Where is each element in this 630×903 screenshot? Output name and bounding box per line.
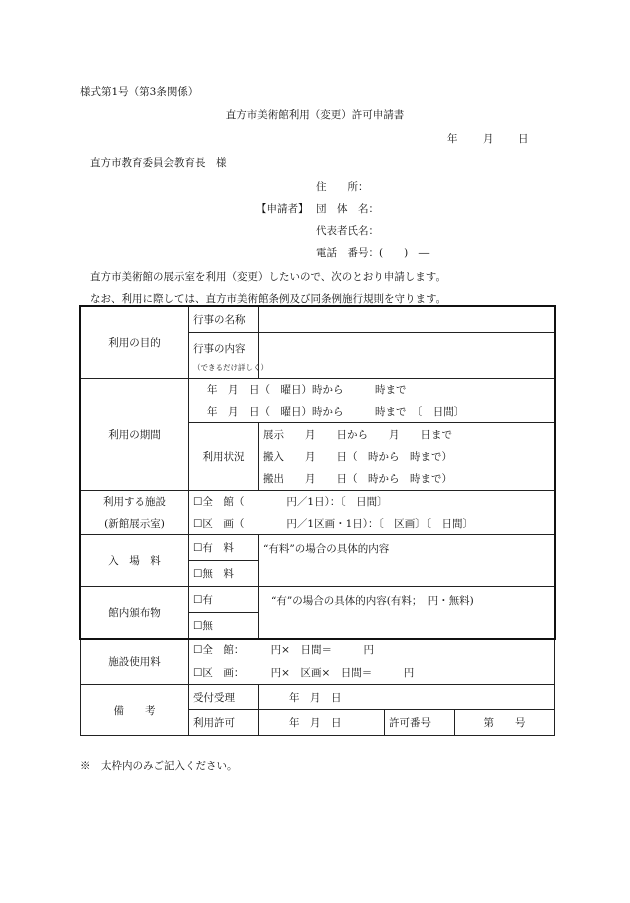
distribution-yes-checkbox[interactable]: ☐有 xyxy=(189,587,259,613)
reception-label: 受付受理 xyxy=(189,685,259,710)
carry-out-line[interactable]: 搬出 月 日（ 時から 時まで） xyxy=(259,468,555,491)
page-title: 直方市美術館利用（変更）許可申請書 xyxy=(225,109,405,121)
status-label: 利用状況 xyxy=(189,423,259,491)
event-content-label: 行事の内容 xyxy=(193,342,246,355)
applicant-bracket-label: 【申請者】 xyxy=(256,203,309,215)
reception-date[interactable]: 年 月 日 xyxy=(259,685,555,710)
form-number: 様式第1号（第3条関係） xyxy=(80,86,199,98)
admission-label: 入 場 料 xyxy=(81,535,189,587)
fee-section-line[interactable]: ☐区 画： 円× 区画× 日間＝ 円 xyxy=(189,661,555,685)
period-line-1[interactable]: 年 月 日（ 曜日）時から 時まで xyxy=(189,379,555,401)
remarks-label: 備 考 xyxy=(81,685,189,736)
distribution-no-checkbox[interactable]: ☐無 xyxy=(189,613,259,639)
date-month: 月 xyxy=(483,133,494,145)
facility-label-2: (新館展示室) xyxy=(81,513,189,535)
facility-section-option[interactable]: ☐区 画（ 円／1区画・1日）：〔 区画〕〔 日間〕 xyxy=(189,513,555,535)
phone-label: 電話 番号：( ) ― xyxy=(316,247,430,259)
date-day: 日 xyxy=(518,133,529,145)
addressee: 直方市教育委員会教育長 様 xyxy=(90,157,227,169)
event-name-field[interactable] xyxy=(259,307,555,333)
permit-number-label: 許可番号 xyxy=(385,710,455,736)
facility-full-option[interactable]: ☐全 館（ 円／1日）：〔 日間〕 xyxy=(189,491,555,513)
event-name-label: 行事の名称 xyxy=(189,307,259,333)
representative-label: 代表者氏名： xyxy=(316,225,379,237)
admission-paid-checkbox[interactable]: ☐有 料 xyxy=(189,535,259,561)
fee-label: 施設使用料 xyxy=(81,639,189,685)
permission-date[interactable]: 年 月 日 xyxy=(259,710,385,736)
exhibit-line[interactable]: 展示 月 日から 月 日まで xyxy=(259,423,555,446)
purpose-label: 利用の目的 xyxy=(81,307,189,379)
event-content-note: （できるだけ詳しく） xyxy=(193,363,268,373)
facility-label-1: 利用する施設 xyxy=(81,491,189,513)
footnote: ※ 太枠内のみご記入ください。 xyxy=(80,760,238,772)
intro-line-2: なお、利用に際しては、直方市美術館条例及び同条例施行規則を守ります。 xyxy=(90,293,447,305)
address-label: 住 所： xyxy=(316,181,369,193)
application-form-table xyxy=(80,306,555,736)
event-content-label-cell xyxy=(189,333,268,379)
event-content-field[interactable] xyxy=(259,333,555,379)
distribution-label: 館内頒布物 xyxy=(81,587,189,639)
date-year: 年 xyxy=(447,133,458,145)
admission-detail[interactable]: “有料”の場合の具体的内容 xyxy=(259,535,555,587)
admission-free-checkbox[interactable]: ☐無 料 xyxy=(189,561,259,587)
intro-line-1: 直方市美術館の展示室を利用（変更）したいので、次のとおり申請します。 xyxy=(90,271,446,283)
distribution-detail[interactable]: “有”の場合の具体的内容(有料； 円・無料) xyxy=(259,587,555,639)
organization-label: 団 体 名： xyxy=(316,203,379,215)
period-label: 利用の期間 xyxy=(81,379,189,491)
permission-label: 利用許可 xyxy=(189,710,259,736)
permit-number[interactable]: 第 号 xyxy=(455,710,555,736)
period-line-2[interactable]: 年 月 日（ 曜日）時から 時まで 〔 日間〕 xyxy=(189,401,555,423)
fee-full-line[interactable]: ☐全 館： 円× 日間＝ 円 xyxy=(189,639,555,661)
carry-in-line[interactable]: 搬入 月 日（ 時から 時まで） xyxy=(259,446,555,468)
